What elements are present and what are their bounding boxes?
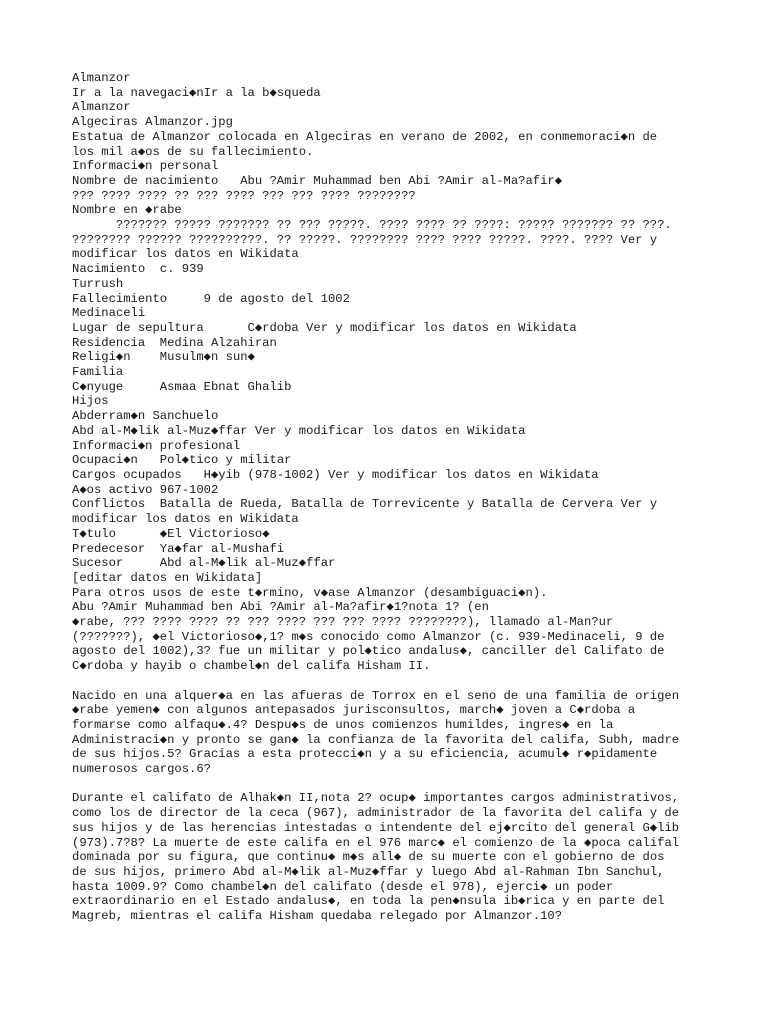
text-line: Informaci◆n personal (72, 159, 219, 174)
text-line: Informaci◆n profesional (72, 438, 241, 453)
text-line: modificar los datos en Wikidata (72, 512, 299, 527)
text-line: Almanzor (72, 71, 131, 85)
text-line: ◆rabe, ??? ???? ???? ?? ??? ???? ??? ??? ???? ????????), llamado al-Man?ur (72, 615, 614, 630)
text-line: ◆rabe yemen◆ con algunos antepasados jurisconsultos, march◆ joven a C◆rdoba a (72, 703, 636, 718)
text-line: Religi◆n Musulm◆n sun◆ (72, 350, 255, 365)
text-line: Residencia Medina Alzahiran (72, 335, 277, 350)
text-line: (???????), ◆el Victorioso◆,1? m◆s conocido como Almanzor (c. 939-Medinaceli, 9 de (72, 629, 665, 644)
text-line: Para otros usos de este t◆rmino, v◆ase Almanzor (desambiguaci◆n). (72, 585, 548, 600)
text-line: ???????? ?????? ??????????. ?? ?????. ???????? ???? ???? ?????. ????. ???? Ver y (72, 232, 658, 247)
text-line: Algeciras Almanzor.jpg (72, 115, 233, 130)
text-line: Nacido en una alquer◆a en las afueras de Torrox en el seno de una familia de origen (72, 688, 680, 703)
text-line: de sus hijos, primero Abd al-M◆lik al-Muz◆ffar y luego Abd al-Rahman Ibn Sanchul, (72, 864, 665, 879)
text-line: (973).7?8? La muerte de este califa en el 976 marc◆ el comienzo de la ◆poca califal (72, 835, 680, 850)
text-line: Abd al-M◆lik al-Muz◆ffar Ver y modificar los datos en Wikidata (72, 423, 526, 438)
text-line: Ocupaci◆n Pol◆tico y militar (72, 453, 292, 468)
text-line: Turrush (72, 276, 124, 291)
text-line: Sucesor Abd al-M◆lik al-Muz◆ffar (72, 556, 336, 571)
text-line: Nombre en ◆rabe (72, 203, 182, 218)
paragraph-gap (72, 674, 712, 689)
text-line: Cargos ocupados H◆yib (978-1002) Ver y modificar los datos en Wikidata (72, 467, 599, 482)
text-line: como los de director de la ceca (967), administrador de la favorita del califa y de (72, 806, 680, 821)
text-line: Estatua de Almanzor colocada en Algeciras en verano de 2002, en conmemoraci◆n de (72, 129, 658, 144)
text-line: Lugar de sepultura C◆rdoba Ver y modificar los datos en Wikidata (72, 320, 577, 335)
text-line: ??????? ????? ??????? ?? ??? ?????. ???? ???? ?? ????: ????? ??????? ?? ???. (72, 218, 672, 233)
text-line: sus hijos y de las herencias intestadas o intendente del ej◆rcito del general G◆lib (72, 820, 680, 835)
text-line: A◆os activo 967-1002 (72, 482, 219, 497)
document-text (72, 71, 712, 924)
text-line: Almanzor (72, 100, 131, 115)
text-line: modificar los datos en Wikidata (72, 247, 299, 262)
text-line: ??? ???? ???? ?? ??? ???? ??? ??? ???? ???????? (72, 188, 416, 203)
paragraph-gap (72, 777, 712, 792)
text-line: C◆nyuge Asmaa Ebnat Ghalib (72, 379, 292, 394)
text-line: agosto del 1002),3? fue un militar y pol◆tico andalus◆, canciller del Califato de (72, 644, 665, 659)
text-line: extraordinario en el Estado andalus◆, en toda la pen◆nsula ib◆rica y en parte del (72, 894, 665, 909)
text-line: Hijos (72, 394, 109, 409)
text-line: dominada por su figura, que continu◆ m◆s all◆ de su muerte con el gobierno de dos (72, 850, 665, 865)
text-line: Magreb, mientras el califa Hisham quedaba relegado por Almanzor.10? (72, 909, 563, 924)
text-line: Administraci◆n y pronto se gan◆ la confianza de la favorita del califa, Subh, madre (72, 732, 680, 747)
text-line: formarse como alfaqu◆.4? Despu◆s de unos comienzos humildes, ingres◆ en la (72, 717, 614, 732)
text-line: [editar datos en Wikidata] (72, 570, 263, 585)
text-line: Predecesor Ya◆far al-Mushafi (72, 541, 285, 556)
text-line: Abu ?Amir Muhammad ben Abi ?Amir al-Ma?afir◆1?nota 1? (en (72, 600, 489, 615)
text-line: hasta 1009.9? Como chambel◆n del califato (desde el 978), ejerci◆ un poder (72, 879, 614, 894)
text-line: Familia (72, 365, 124, 380)
text-line: Medinaceli (72, 306, 146, 321)
text-line: numerosos cargos.6? (72, 762, 211, 777)
text-line: Fallecimiento 9 de agosto del 1002 (72, 291, 350, 306)
text-line: Durante el califato de Alhak◆n II,nota 2? ocup◆ importantes cargos administrativos, (72, 791, 680, 806)
text-line: los mil a◆os de su fallecimiento. (72, 144, 314, 159)
text-line: Conflictos Batalla de Rueda, Batalla de Torrevicente y Batalla de Cervera Ver y (72, 497, 658, 512)
text-line: Nacimiento c. 939 (72, 262, 204, 277)
text-line: de sus hijos.5? Gracias a esta protecci◆n y a su eficiencia, acumul◆ r◆pidamente (72, 747, 658, 762)
text-line: Abderram◆n Sanchuelo (72, 409, 219, 424)
text-line: Ir a la navegaci◆nIr a la b◆squeda (72, 85, 321, 100)
text-line: T◆tulo ◆El Victorioso◆ (72, 526, 270, 541)
text-line: Nombre de nacimiento Abu ?Amir Muhammad ben Abi ?Amir al-Ma?afir◆ (72, 173, 563, 188)
text-line: C◆rdoba y hayib o chambel◆n del califa Hisham II. (72, 659, 431, 674)
